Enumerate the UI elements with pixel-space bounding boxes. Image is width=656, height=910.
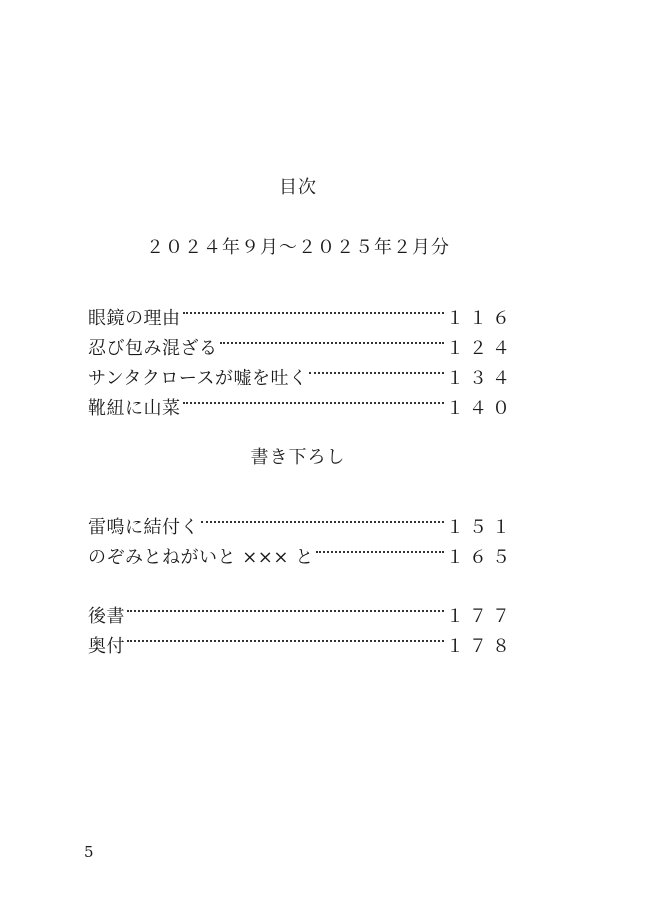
toc-leader-dots (220, 324, 445, 354)
toc-entry-title: 忍び包み混ざる (88, 338, 218, 359)
toc-entry-title: 後書 (88, 606, 125, 627)
page-number: 5 (84, 843, 94, 861)
toc-entry (88, 592, 515, 627)
toc-entry-title: 靴紐に山菜 (88, 398, 181, 419)
toc-title: 目次 (279, 177, 317, 198)
toc-subtitle: ２０２４年９月〜２０２５年２月分 (146, 237, 450, 258)
toc-section-heading: 書き下ろし (250, 447, 346, 468)
toc-leader-dots (309, 354, 444, 384)
toc-entry-page: １３４ (446, 368, 515, 389)
toc-entry-page: １１６ (446, 308, 515, 329)
toc-entry-title: 眼鏡の理由 (88, 308, 181, 329)
toc-leader-dots (316, 533, 444, 563)
toc-entry-title: 奥付 (88, 636, 125, 657)
toc-leader-dots (127, 622, 444, 652)
toc-main-entries (88, 294, 515, 419)
toc-leader-dots (183, 384, 445, 414)
toc-entry-title: 雷鳴に結付く (88, 517, 199, 538)
toc-entry-page: １７８ (446, 636, 515, 657)
toc-leader-dots (183, 294, 445, 324)
toc-entry-page: １２４ (446, 338, 515, 359)
toc-entry-page: １６５ (446, 547, 515, 568)
toc-back-entries (88, 592, 515, 657)
toc-leader-dots (201, 503, 444, 533)
toc-entry (88, 294, 515, 329)
toc-entry-page: １５１ (446, 517, 515, 538)
toc-entry-page: １７７ (446, 606, 515, 627)
toc-entry-page: １４０ (446, 398, 515, 419)
toc-leader-dots (127, 592, 444, 622)
toc-entry-title: サンタクロースが嘘を吐く (88, 368, 308, 389)
toc-entry (88, 503, 515, 538)
toc-extra-entries (88, 503, 515, 568)
toc-entry-title: のぞみとねがいと ××× と (88, 547, 314, 568)
